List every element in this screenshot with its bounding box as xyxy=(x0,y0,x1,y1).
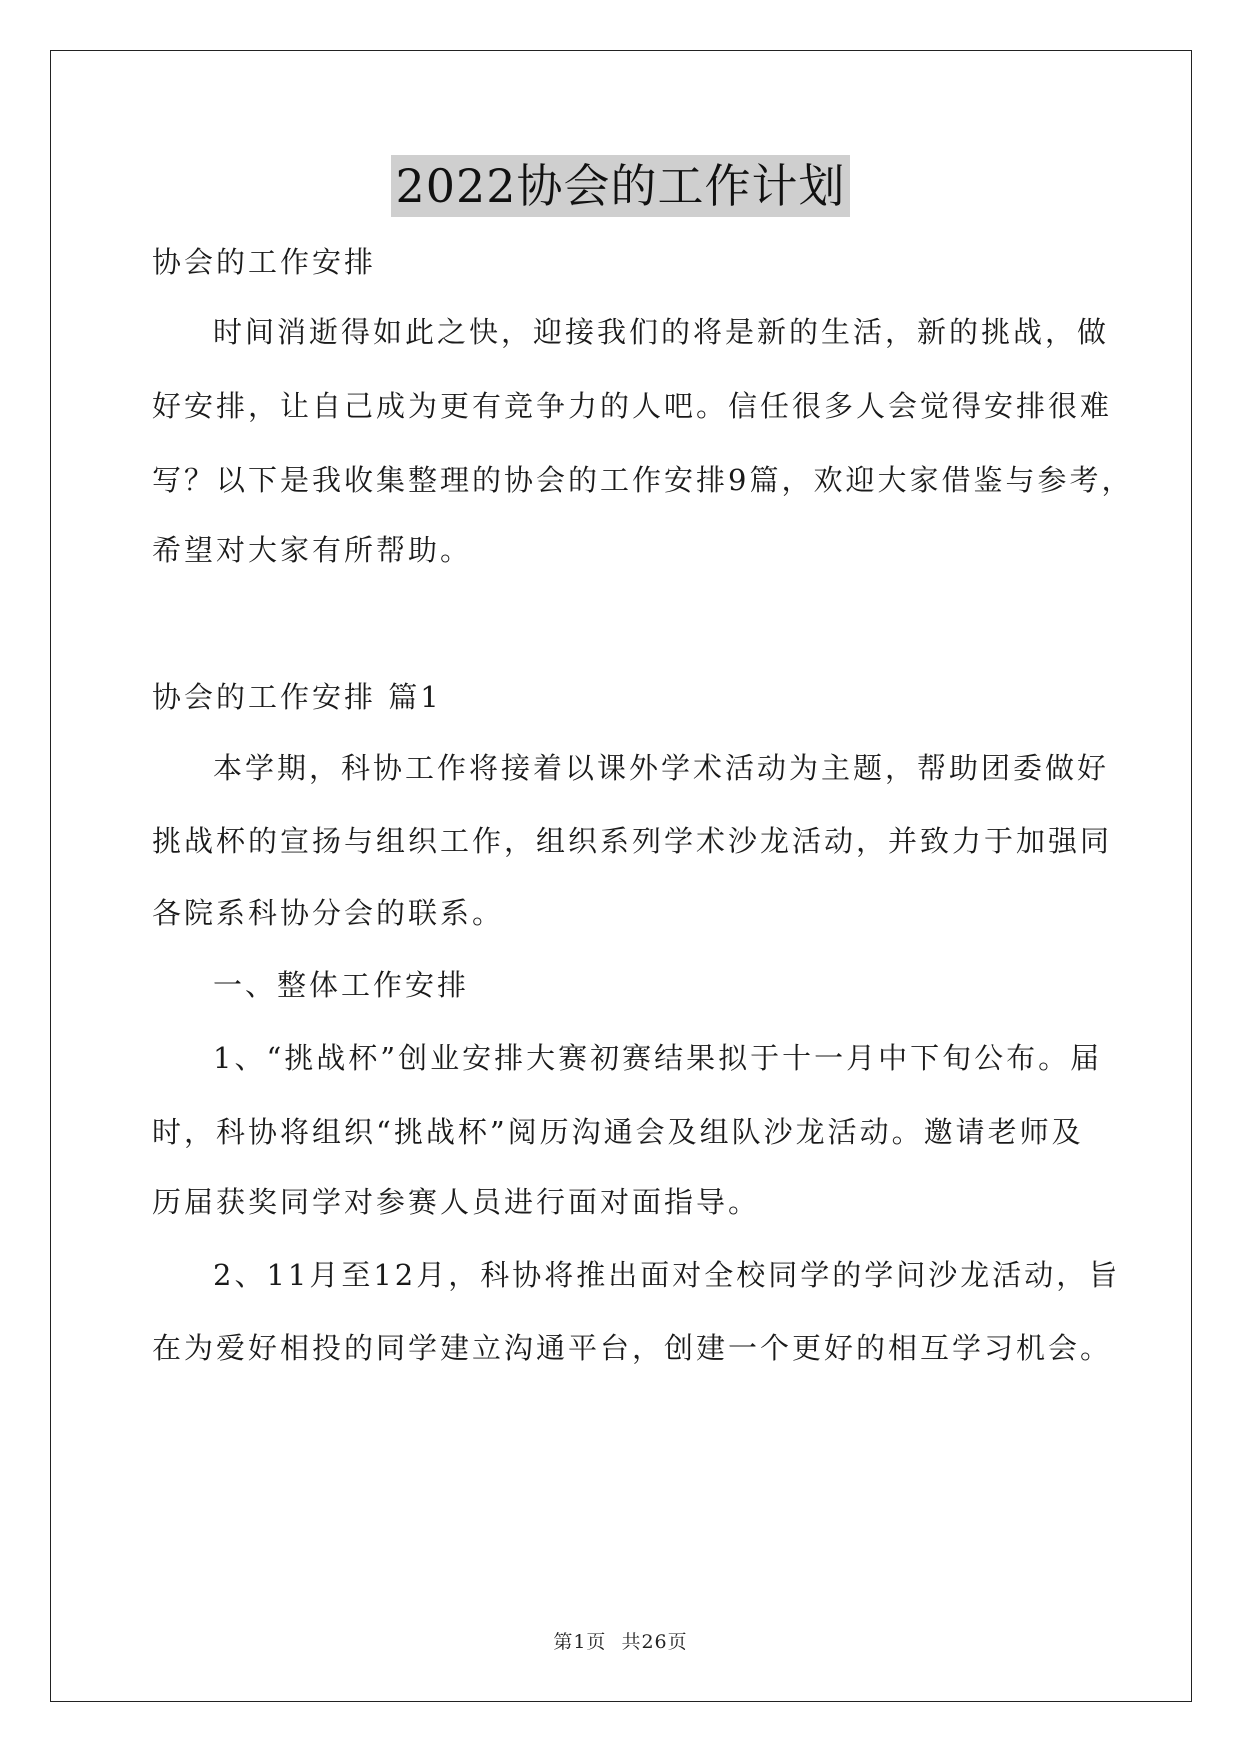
paragraph-line: 希望对大家有所帮助。 xyxy=(152,533,473,567)
page-number: 第1页 xyxy=(553,1631,607,1653)
paragraph-line: 好安排，让自己成为更有竞争力的人吧。信任很多人会觉得安排很难 xyxy=(152,389,1113,423)
paragraph-line: 2、11月至12月，科协将推出面对全校同学的学问沙龙活动，旨 xyxy=(213,1258,1121,1292)
paragraph-line: 写？以下是我收集整理的协会的工作安排9篇，欢迎大家借鉴与参考， xyxy=(152,463,1134,497)
paragraph-line: 本学期，科协工作将接着以课外学术活动为主题，帮助团委做好 xyxy=(213,751,1110,785)
paragraph-line: 各院系科协分会的联系。 xyxy=(152,896,505,930)
page-total: 共26页 xyxy=(621,1631,688,1653)
page-border xyxy=(50,50,1192,1702)
paragraph-line: 时间消逝得如此之快，迎接我们的将是新的生活，新的挑战，做 xyxy=(213,315,1110,349)
section-heading: 协会的工作安排 xyxy=(152,245,377,279)
page-footer xyxy=(0,1627,1241,1654)
paragraph-line: 历届获奖同学对参赛人员进行面对面指导。 xyxy=(152,1185,761,1219)
subheading-line: 一、整体工作安排 xyxy=(213,968,470,1002)
paragraph-line: 在为爱好相投的同学建立沟通平台，创建一个更好的相互学习机会。 xyxy=(152,1331,1113,1365)
title-wrap xyxy=(0,155,1241,217)
paragraph-line: 挑战杯的宣扬与组织工作，组织系列学术沙龙活动，并致力于加强同 xyxy=(152,824,1113,858)
paragraph-line: 时，科协将组织“挑战杯”阅历沟通会及组队沙龙活动。邀请老师及 xyxy=(152,1115,1084,1149)
document-title: 2022协会的工作计划 xyxy=(391,155,849,217)
paragraph-line: 1、“挑战杯”创业安排大赛初赛结果拟于十一月中下旬公布。届 xyxy=(213,1041,1103,1075)
section-heading: 协会的工作安排 篇1 xyxy=(152,680,442,714)
